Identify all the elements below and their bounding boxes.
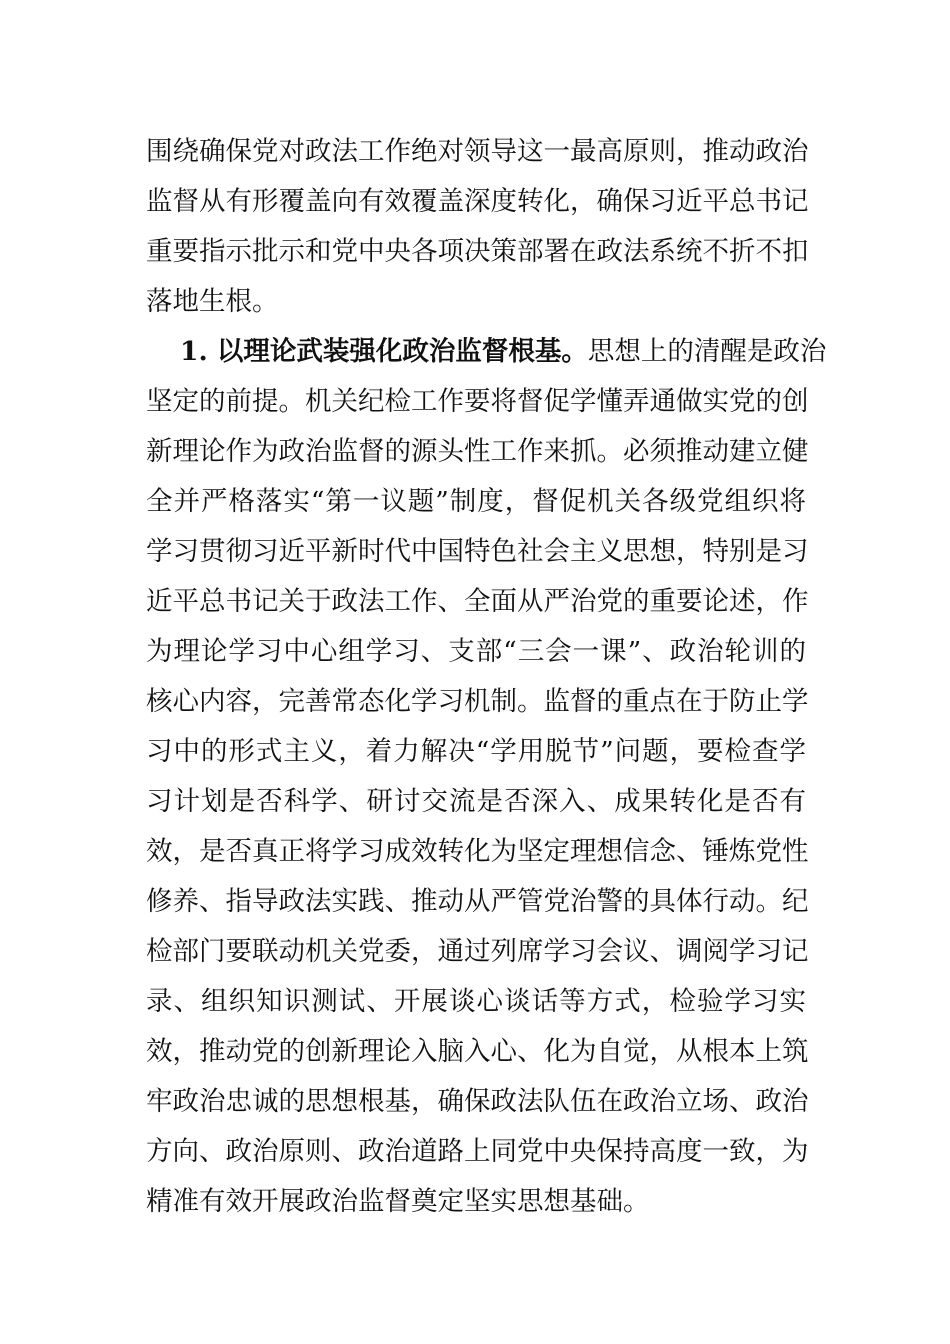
section1-line: 效，推动党的创新理论入脑入心、化为自觉，从根本上筑: [146, 1036, 809, 1067]
section1-line: 习计划是否科学、研讨交流是否深入、成果转化是否有: [146, 786, 806, 817]
section1-line: 牢政治忠诚的思想根基，确保政法队伍在政治立场、政治: [146, 1086, 809, 1117]
section1-line: 核心内容，完善常态化学习机制。监督的重点在于防止学: [146, 686, 809, 717]
section1-line: 修养、指导政法实践、推动从严管党治警的具体行动。纪: [146, 886, 809, 917]
section1-line: 习中的形式主义，着力解决“学用脱节”问题，要检查学: [146, 736, 806, 767]
section1-first-line-rest: 思想上的清醒是政治: [587, 336, 827, 367]
section1-line: 全并严格落实“第一议题”制度，督促机关各级党组织将: [146, 486, 806, 517]
section1-line: 录、组织知识测试、开展谈心谈话等方式，检验学习实: [146, 986, 806, 1017]
intro-line-2: 监督从有形覆盖向有效覆盖深度转化，确保习近平总书记: [146, 186, 809, 217]
intro-line-1: 围绕确保党对政法工作绝对领导这一最高原则，推动政治: [146, 136, 809, 167]
section1-line: 坚定的前提。机关纪检工作要将督促学懂弄通做实党的创: [146, 386, 809, 417]
section1-line: 近平总书记关于政法工作、全面从严治党的重要论述，作: [146, 586, 809, 617]
section1-first-line: [180, 327, 827, 377]
section1-line: 检部门要联动机关党委，通过列席学习会议、调阅学习记: [146, 936, 809, 967]
section1-line: 效，是否真正将学习成效转化为坚定理想信念、锤炼党性: [146, 836, 809, 867]
intro-line-4: 落地生根。: [146, 286, 279, 317]
section1-line-last: 精准有效开展政治监督奠定坚实思想基础。: [146, 1186, 650, 1217]
section1-line: 新理论作为政治监督的源头性工作来抓。必须推动建立健: [146, 436, 809, 467]
section1-line: 方向、政治原则、政治道路上同党中央保持高度一致，为: [146, 1136, 809, 1167]
section1-line: 为理论学习中心组学习、支部“三会一课”、政治轮训的: [146, 636, 806, 667]
section1-heading: 1. 以理论武装强化政治监督根基。: [180, 336, 588, 367]
intro-line-3: 重要指示批示和党中央各项决策部署在政法系统不折不扣: [146, 236, 809, 267]
section1-line: 学习贯彻习近平新时代中国特色社会主义思想，特别是习: [146, 536, 809, 567]
